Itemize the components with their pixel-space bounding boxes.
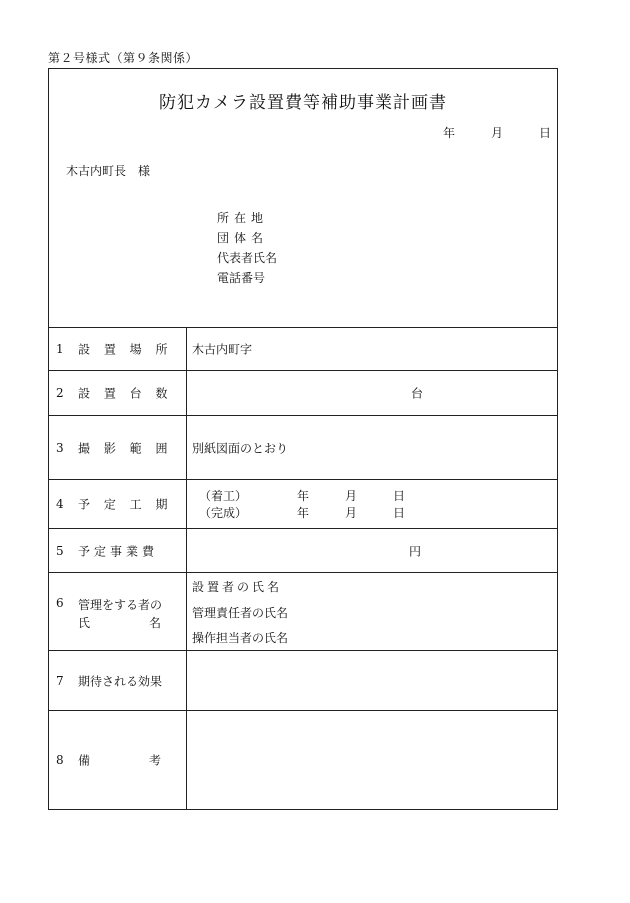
- row-label-line1: 管理をする者の: [78, 598, 163, 612]
- row-construction-period: [49, 480, 557, 529]
- row-label: [49, 416, 187, 479]
- row-label-text: 設 置 台 数: [78, 386, 173, 401]
- range-value: 別紙図面のとおり: [192, 441, 289, 455]
- row-label: [49, 711, 187, 809]
- row-number: 4: [56, 497, 64, 511]
- row-recording-range: [49, 416, 557, 480]
- row-expected-effect: [49, 651, 557, 711]
- row-number: 3: [56, 440, 64, 455]
- row-label-text: 予 定 工 期: [78, 497, 173, 512]
- row-value: [187, 371, 557, 415]
- admin-name-label: 管理責任者の氏名: [192, 606, 289, 620]
- row-planned-cost: [49, 529, 557, 573]
- row-label-text-a: 備: [78, 753, 91, 768]
- row-number: 7: [56, 673, 64, 688]
- row-label: [49, 529, 187, 572]
- applicant-block: [217, 208, 277, 288]
- row-number: 2: [56, 386, 64, 400]
- period-start-label: （着工）: [199, 489, 248, 503]
- row-managers: [49, 573, 557, 651]
- row-label: [49, 573, 187, 650]
- date-line: [443, 124, 551, 141]
- row-value: [187, 416, 557, 479]
- applicant-group-label: 団体名: [217, 231, 269, 245]
- date-year: 年: [442, 126, 455, 140]
- row-value: [187, 711, 557, 809]
- applicant-address-label: 所在地: [217, 211, 269, 225]
- applicant-representative-label: 代表者氏名: [217, 251, 278, 265]
- row-label-text: 設 置 場 所: [78, 342, 173, 356]
- row-label-line2-a: 氏: [78, 616, 91, 630]
- row-number: 8: [56, 753, 64, 767]
- period-end-label: （完成）: [199, 506, 248, 520]
- date-month: 月: [490, 126, 503, 140]
- operator-name-label: 操作担当者の氏名: [192, 631, 289, 645]
- row-value: [187, 529, 557, 572]
- row-label-text: 撮 影 範 囲: [78, 441, 173, 455]
- applicant-phone-label: 電話番号: [217, 271, 266, 285]
- addressee: 木古内町長 様: [66, 164, 151, 178]
- row-remarks: [49, 711, 557, 809]
- period-start: [199, 487, 405, 504]
- row-value: [187, 651, 557, 710]
- row-label-text: 期待される効果: [78, 674, 163, 688]
- document-title: 防犯カメラ設置費等補助事業計画書: [159, 93, 447, 113]
- row-label: [49, 371, 187, 415]
- installer-name-label: 設置者の氏名: [192, 580, 283, 594]
- row-value: [187, 327, 557, 370]
- row-number: 1: [56, 341, 64, 356]
- form-number: 第２号様式（第９条関係）: [48, 51, 199, 65]
- form-header: [49, 69, 557, 328]
- row-value: [187, 480, 557, 528]
- period-start-month: 月: [345, 489, 358, 503]
- date-day: 日: [538, 126, 551, 140]
- period-end: [199, 504, 405, 521]
- row-number: 6: [56, 596, 64, 610]
- row-label: [49, 480, 187, 528]
- row-label-line2-b: 名: [149, 616, 162, 630]
- period-start-day: 日: [393, 489, 406, 503]
- row-number: 5: [56, 543, 64, 558]
- row-installation-count: [49, 371, 557, 416]
- application-form: [48, 68, 558, 810]
- period-start-year: 年: [297, 489, 310, 503]
- location-value: 木古内町字: [192, 342, 253, 356]
- cost-unit: 円: [409, 544, 422, 558]
- period-end-month: 月: [345, 506, 358, 520]
- row-label-text: 予定事業費: [78, 544, 159, 558]
- row-label-text-b: 考: [149, 753, 162, 768]
- row-label: [49, 327, 187, 370]
- row-label: [49, 651, 187, 710]
- row-value: [187, 573, 557, 650]
- period-end-day: 日: [393, 506, 406, 520]
- count-unit: 台: [411, 386, 424, 401]
- period-end-year: 年: [297, 506, 310, 520]
- row-installation-location: [49, 327, 557, 371]
